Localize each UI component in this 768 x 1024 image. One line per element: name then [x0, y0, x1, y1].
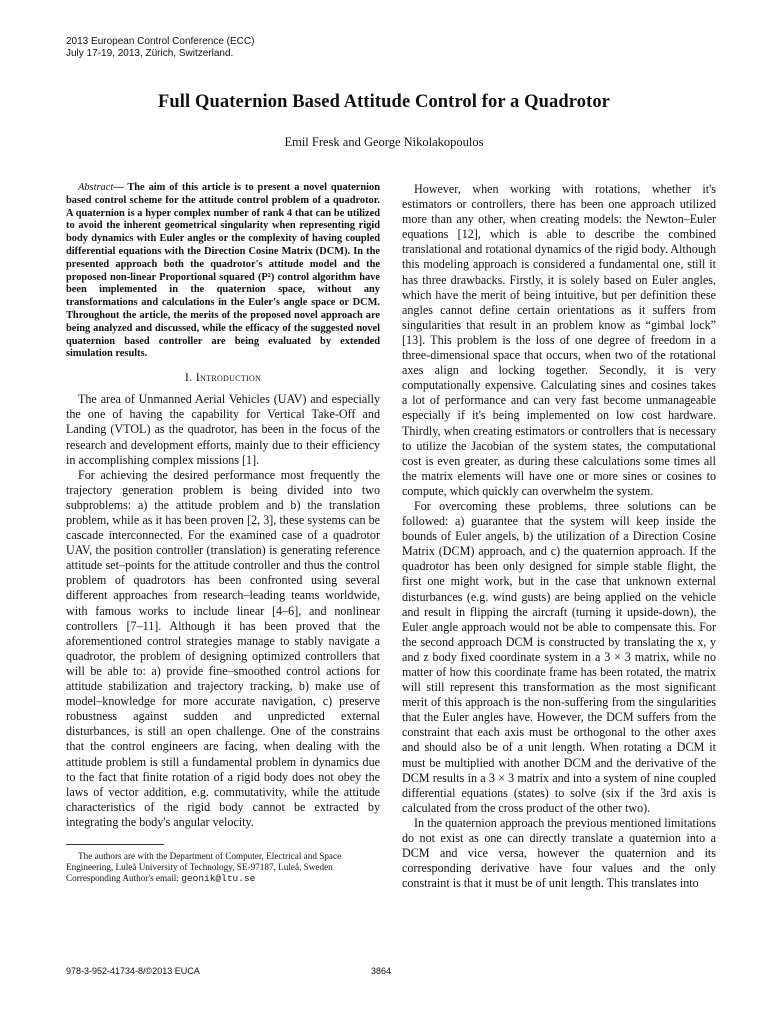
left-column [66, 182, 380, 884]
body-paragraph: However, when working with rotations, whether it's estimators or controllers, there has been one approach utilized more than any other, when creating models: the Newton–Euler equations [12], which is able to describe the combined translational and rotational dynamics of the rigid body. Although this modeling approach is considered a fundamental one, still it has three drawbacks. Firstly, it is solely based on Euler angles, which have the merit of being intuitive, but per definition these angles cannot define certain orientations as it suffers from singularities that result in an problem know as “gimbal lock” [13]. This problem is the loss of one degree of freedom in a three-dimensional space that occurs, when two of the rotational axes align and locking together. Secondly, it is very computationally expensive. Calculating sines and cosines takes a lot of performance and can very fast become unmanageable especially if it's being implemented on low cost hardware. Thirdly, when creating estimators or controllers that is necessary to utilize the Jacobian of the system states, the computational cost is even greater, as during these calculations some times all the matrix elements will have one or more sines or cosines to compute, which quickly can overwhelm the system. [402, 182, 716, 498]
author-footnote [66, 851, 380, 884]
isbn-copyright: 978-3-952-41734-8/©2013 EUCA [66, 966, 200, 976]
author-email: geonik@ltu.se [181, 872, 256, 884]
section-heading-introduction [66, 370, 380, 385]
body-paragraph: For overcoming these problems, three solutions can be followed: a) guarantee that the system will keep inside the bounds of Euler angels, b) the utilization of a Direction Cosine Matrix (DCM) approach, and c) the quaternion approach. If the quadrotor has been only designed for simple stable flight, the first one might work, but in the case that unknown external disturbances (e.g. wind gusts) are being applied on the vehicle and result in flipping the aircraft (turning it upside-down), the Euler angle approach would not be able to compensate this. For the second approach DCM is constructed by translating the x, y and z body fixed coordinate system in a 3 × 3 matrix, while no matter of how this coordinate frame has been rotated, the matrix will still represent this transformation as the most significant merit of this approach is the non-suffering from the singularities that the Euler angles have. However, the DCM suffers from the constraint that each axis must be orthogonal to the other axes and should also be of a unit length. When rotating a DCM it must be multiplied with another DCM and the derivative of the DCM results in a 3 × 3 matrix and into a system of nine coupled differential equations (states) to solve (six if the 3rd axis is calculated from the cross product of the other two). [402, 498, 716, 815]
body-paragraph: The area of Unmanned Aerial Vehicles (UAV) and especially the one of having the capability for Vertical Take-Off and Landing (VTOL) as the quadrotor, has been in the focus of the research and development efforts, mainly due to their efficiency in accomplishing complex missions [1]. [66, 392, 380, 467]
body-paragraph: In the quaternion approach the previous mentioned limitations do not exist as one can directly translate a quaternion into a DCM and vice versa, however the quaternion and its corresponding derivative have four values and the only constraint is that it must be of unit length. This translates into [402, 815, 716, 891]
section-title: Introduction [195, 370, 262, 385]
abstract-text: — The aim of this article is to present a novel quaternion based control scheme for the attitude control problem of a quadrotor. A quaternion is a hyper complex number of rank 4 that can be utilized to avoid the inherent geometrical singularity when representing rigid body dynamics with Euler angles or the complexity of having coupled differential equations with the Direction Cosine Matrix (DCM). In the presented approach both the quadrotor's attitude model and the proposed non-linear Proportional squared (P²) control algorithm have been implemented in the quaternion space, without any transformations and calculations in the Euler's angle space or DCM. Throughout the article, the merits of the proposed novel approach are being analyzed and discussed, while the efficacy of the suggested novel quaternion based controller are being evaluated by extended simulation results. [66, 182, 380, 360]
paper-title: Full Quaternion Based Attitude Control for a Quadrotor [158, 92, 610, 112]
page-number: 3864 [371, 966, 392, 976]
abstract [66, 182, 380, 361]
paper-authors: Emil Fresk and George Nikolakopoulos [284, 135, 484, 149]
footnote-divider [66, 844, 164, 845]
conference-date-location: July 17-19, 2013, Zürich, Switzerland. [66, 47, 234, 59]
body-paragraph: For achieving the desired performance most frequently the trajectory generation problem is being divided into two subproblems: a) the attitude problem and b) the translation problem, while as it has been proven [2, 3], these systems can be cascade interconnected. For the examined case of a quadrotor UAV, the position controller (translation) is generating reference attitude set–points for the attitude controller and thus the control problem of quadrotors has been confronted using several different approaches from research–leading teams worldwide, with famous works to include linear [4–6], and nonlinear controllers [7–11]. Although it has been proved that the aforementioned control strategies manage to stably navigate a quadrotor, the problem of designing optimized controllers that will be able to: a) provide fine–smoothed control actions for attitude stabilization and trajectory tracking, b) make use of model–knowledge for more accurate navigation, c) preserve robustness against sudden and unpredicted external disturbances, is still an open challenge. One of the constrains that the control engineers are facing, when dealing with the attitude problem is still a fundamental problem in dynamics due to the fact that finite rotation of a rigid body does not obey the laws of vector addition, e.g. commutativity, while the attitude characteristics of the rigid body cannot be extracted by integrating the body's angular velocity. [66, 467, 380, 829]
footnote-text: The authors are with the Department of Computer, Electrical and Space Engineering, Luleå University of Technology, SE-97187, Luleå, Sweden Corresponding Author's email: [66, 850, 342, 883]
right-column [402, 182, 716, 891]
conference-header [66, 36, 254, 59]
conference-name: 2013 European Control Conference (ECC) [66, 36, 255, 47]
abstract-label: Abstract [78, 182, 114, 193]
section-number: I. [184, 370, 193, 385]
